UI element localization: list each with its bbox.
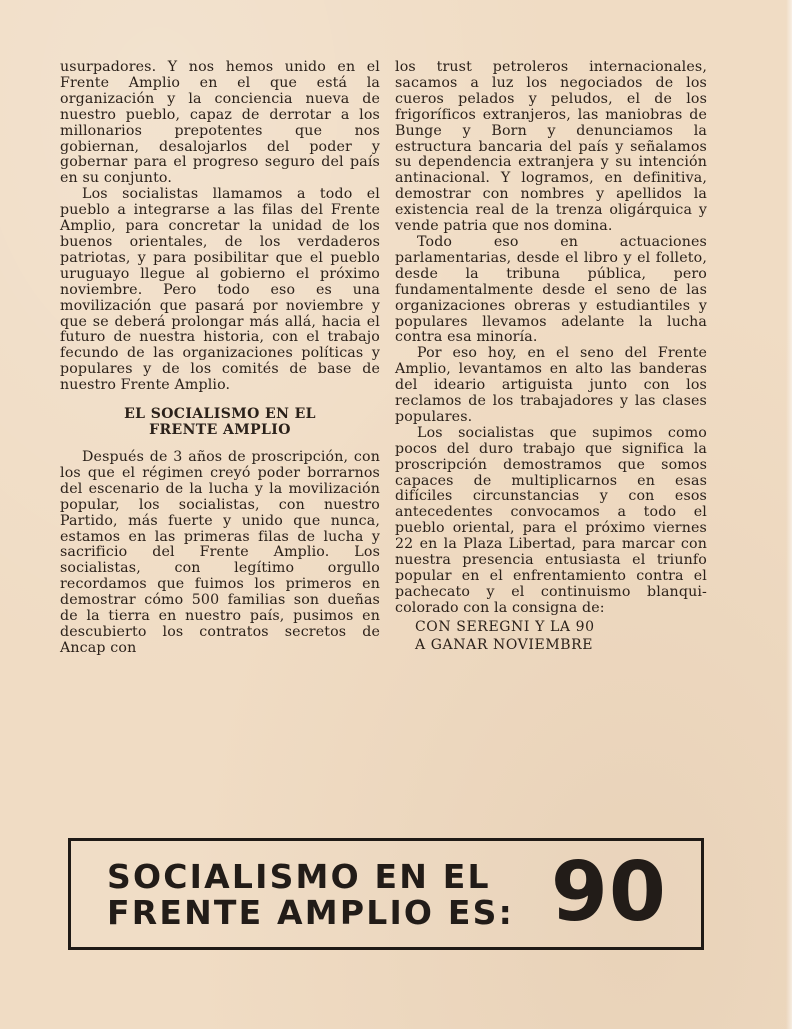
section-heading-line-2: FRENTE AMPLIO (149, 422, 291, 439)
right-paragraph-1: los trust petroleros internacionales, sacamos a luz los negociados de los cueros pelados y peludos, el de los frigoríficos extranjeros, las maniobras de Bunge y Born y denunciamos la estructura bancaria del país y señalamos su dependencia extranjera y su intención antinacional. Y logramos, en definitiva, demostrar con nombres y apellidos la existencia real de la trenza oligárquica y vende patria que nos domina. (395, 59, 707, 235)
page-edge (786, 0, 792, 1029)
right-paragraph-4: Los socialistas que supimos como pocos del duro trabajo que significa la proscripción demostramos que somos capaces de multiplicarnos en esas difíciles circunstancias y con esos antecedentes convocamos a todo el pueblo oriental, para el próximo viernes 22 en la Plaza Libertad, para marcar con nuestra presencia entusiasta el triunfo popular en el enfrentamiento contra el pachecato y el continuismo blanqui-colorado con la consigna de: (395, 424, 707, 616)
banner-line-2: FRENTE AMPLIO ES: (107, 893, 514, 932)
slogan-banner (68, 838, 704, 950)
banner-number: 90 (550, 845, 667, 940)
right-column (395, 60, 707, 653)
right-paragraph-2: Todo eso en actuaciones parlamentarias, desde el libro y el folleto, desde la tribuna pública, pero fundamentalmente desde el seno de las organizaciones obreras y estudiantiles y populares llevamos adelante la lucha contra esa minoría. (395, 233, 707, 346)
section-heading-line-1: EL SOCIALISMO EN EL (124, 406, 316, 423)
section-heading (60, 406, 380, 438)
banner-line-1: SOCIALISMO EN EL (107, 857, 491, 896)
left-paragraph-2: Los socialistas llamamos a todo el pueblo a integrarse a las filas del Frente Amplio, para concretar la unidad de los buenos orientales, de los verdaderos patriotas, y para posibilitar que el pueblo uruguayo llegue al gobierno el próximo noviembre. Pero todo eso es una movilización que pasará por noviembre y que se deberá prolongar más allá, hacia el futuro de nuestra historia, con el trabajo fecundo de las organizaciones políticas y populares y de los comités de base de nuestro Frente Amplio. (60, 186, 380, 394)
slogan-line-1: CON SEREGNI Y LA 90 (415, 618, 595, 635)
left-paragraph-1: usurpadores. Y nos hemos unido en el Frente Amplio en el que está la organización y la conciencia nueva de nuestro pueblo, capaz de derrotar a los millonarios prepotentes que nos gobiernan, desalojarlos del poder y gobernar para el progreso seguro del país en su conjunto. (60, 59, 380, 187)
left-paragraph-3: Después de 3 años de proscripción, con los que el régimen creyó poder borrarnos del escenario de la lucha y la movilización popular, los socialistas, con nuestro Partido, más fuerte y unido que nunca, estamos en las primeras filas de lucha y sacrificio del Frente Amplio. Los socialistas, con legítimo orgullo recordamos que fuimos los primeros en demostrar cómo 500 familias son dueñas de la tierra en nuestro país, pusimos en descubierto los contratos secretos de Ancap con (60, 449, 380, 656)
banner-text (107, 859, 514, 931)
left-column (60, 60, 380, 657)
right-paragraph-3: Por eso hoy, en el seno del Frente Amplio, levantamos en alto las banderas del ideario artiguista junto con los reclamos de los trabajadores y las clases populares. (395, 345, 707, 425)
slogan-line-2: A GANAR NOVIEMBRE (415, 636, 594, 653)
